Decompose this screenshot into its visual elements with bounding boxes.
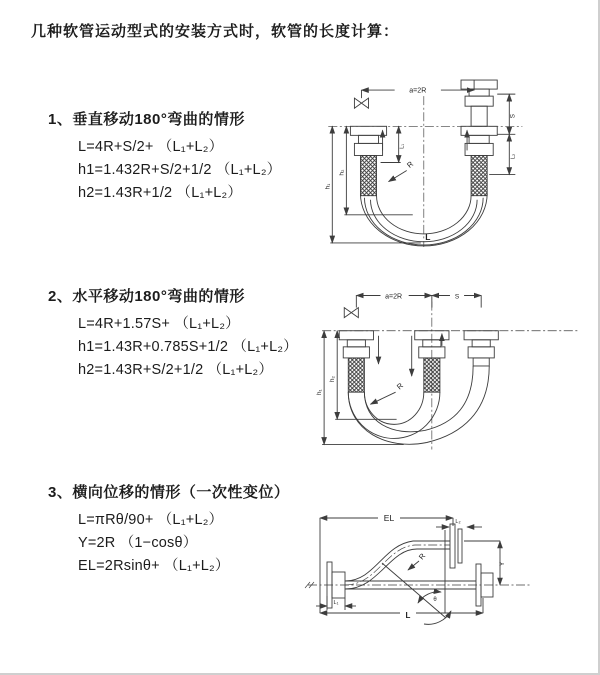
formula-line: L=4R+1.57S+ （L₁+L₂） [78, 316, 240, 332]
dim-label-a2r: a=2R [409, 87, 427, 95]
dim-label-s: S [509, 114, 517, 119]
radius-label: R [416, 551, 428, 562]
braid-section [424, 358, 440, 392]
dim-label-h1: h₁ [324, 183, 332, 190]
right-flange-fitting [464, 331, 498, 366]
section-vertical-180 [48, 108, 281, 205]
section-heading: 2、水平移动180°弯曲的情形 [48, 288, 245, 305]
dim-label-el: EL [383, 513, 395, 523]
section-lateral-displacement [48, 481, 289, 578]
section-heading: 1、垂直移动180°弯曲的情形 [48, 111, 245, 128]
left-flange-fitting [339, 331, 373, 392]
section-horizontal-180 [48, 285, 298, 382]
dim-label-h1: h₁ [316, 389, 324, 396]
dimension-lines [316, 518, 500, 613]
diagram-vertical-180-bend [316, 74, 598, 250]
dim-label-l1: L₁ [333, 600, 339, 606]
page-title: 几种软管运动型式的安装方式时，软管的长度计算： [31, 23, 400, 40]
braid-section [348, 358, 364, 392]
middle-flange-fitting [415, 331, 449, 392]
construction-lines [382, 530, 451, 624]
diagram-lateral-displacement [300, 500, 600, 640]
angle-label: θ [433, 597, 437, 603]
centerlines [328, 96, 522, 247]
length-label: L [405, 611, 411, 620]
formula-list [78, 313, 298, 382]
hose-u-bend [348, 366, 489, 444]
length-label: L [425, 231, 431, 242]
dim-label-h2: h₂ [329, 375, 337, 383]
radius-label: R [395, 381, 406, 392]
section-heading: 3、横向位移的情形（一次性变位） [48, 484, 290, 501]
formula-line: h1=1.432R+S/2+1/2 （L₁+L₂） [78, 162, 282, 178]
formula-line: EL=2Rsinθ+ （L₁+L₂） [78, 558, 230, 574]
valve-icon [354, 98, 368, 108]
formula-line: L=πRθ/90+ （L₁+L₂） [78, 512, 224, 528]
right-flange-fitting [461, 80, 497, 196]
formula-line: h2=1.43R+1/2 （L₁+L₂） [78, 185, 243, 201]
movement-arrows [383, 130, 467, 150]
radius-label: R [405, 159, 416, 170]
valve-icon [344, 308, 358, 318]
dim-label-s: S [454, 293, 460, 301]
formula-line: h1=1.43R+0.785S+1/2 （L₁+L₂） [78, 339, 298, 355]
dim-label-l2: L₂ [510, 153, 517, 160]
braid-section [360, 155, 376, 195]
centerlines [305, 545, 530, 588]
formula-list [78, 509, 289, 578]
dim-label-a2r: a=2R [385, 293, 403, 301]
braid-section [471, 155, 487, 195]
dim-label-l2: L₂ [455, 519, 461, 525]
diagram-horizontal-180-bend [308, 283, 600, 455]
formula-line: L=4R+S/2+ （L₁+L₂） [78, 139, 224, 155]
left-flange-fitting [350, 126, 386, 195]
dim-label-h2: h₂ [338, 169, 346, 176]
dimension-lines [322, 295, 481, 444]
dim-label-y: Y [499, 561, 506, 567]
formula-line: h2=1.43R+S/2+1/2 （L₁+L₂） [78, 362, 274, 378]
formula-list [78, 136, 281, 205]
dim-label-l1: L₁ [399, 143, 406, 149]
upper-right-flange-fitting [450, 524, 462, 568]
formula-line: Y=2R （1−cosθ） [78, 535, 198, 551]
